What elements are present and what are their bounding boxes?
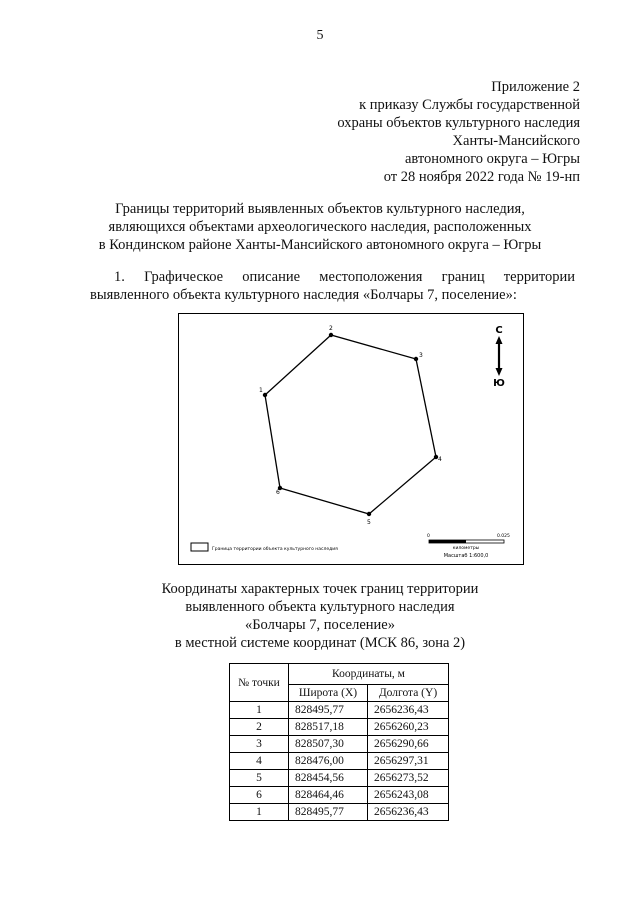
document-title-line: в Кондинском районе Ханты-Мансийского автономного округа – Югры [98,237,542,253]
latitude-cell: 828495,77 [289,702,368,719]
longitude-cell: 2656297,31 [368,753,449,770]
caption-line: в местной системе координат (МСК 86, зона 2) [174,635,466,651]
point-label: 3 [419,352,423,359]
longitude-cell: 2656236,43 [368,804,449,821]
boundary-point-5 [367,512,371,516]
table-row [230,804,449,821]
table-row [230,702,449,719]
scale-zero: 0 [427,534,430,539]
table-caption [60,580,580,652]
document-title [60,200,580,254]
appendix-header-line: от 28 ноября 2022 года № 19-нп [383,169,580,185]
caption-line: «Болчары 7, поселение» [244,617,395,633]
appendix-header-line: охраны объектов культурного наследия [337,115,580,131]
table-row [230,770,449,787]
boundary-polygon [265,335,436,514]
latitude-cell: 828454,56 [289,770,368,787]
legend-text: Граница территории объекта культурного наследия [212,547,338,552]
latitude-cell: 828476,00 [289,753,368,770]
table-row [230,753,449,770]
point-label: 6 [276,489,280,496]
legend-swatch [191,543,208,551]
column-header-longitude: Долгота (Y) [368,685,449,702]
longitude-cell: 2656243,08 [368,787,449,804]
table-row [230,736,449,753]
longitude-cell: 2656273,52 [368,770,449,787]
boundary-map-svg [179,314,523,564]
boundary-point-1 [263,393,267,397]
scale-ratio: Масштаб 1:600,0 [443,553,489,559]
point-number-cell: 4 [230,753,289,770]
point-number-cell: 3 [230,736,289,753]
point-number-cell: 6 [230,787,289,804]
appendix-header-line: Ханты-Мансийского [452,133,580,149]
table-row [230,719,449,736]
appendix-header-line: автономного округа – Югры [404,151,580,167]
section-line: выявленного объекта культурного наследия «Болчары 7, поселение»: [90,287,517,303]
map-scale-bar [427,533,510,559]
section-line: 1. Графическое описание местоположения границ территории [114,269,575,285]
south-label: Ю [493,378,505,389]
north-label: С [495,325,503,336]
document-title-line: Границы территорий выявленных объектов культурного наследия, [115,201,525,217]
boundary-point-2 [329,333,333,337]
north-arrow-icon [493,325,505,389]
coordinates-table [229,663,449,821]
latitude-cell: 828495,77 [289,804,368,821]
appendix-header [280,78,580,186]
column-header-point: № точки [230,664,289,702]
point-label: 4 [438,456,442,463]
point-number-cell: 5 [230,770,289,787]
document-title-line: являющихся объектами археологического наследия, расположенных [108,219,532,235]
column-header-latitude: Широта (X) [289,685,368,702]
boundary-points [263,333,438,516]
latitude-cell: 828517,18 [289,719,368,736]
latitude-cell: 828464,46 [289,787,368,804]
table-row [230,787,449,804]
point-number-cell: 2 [230,719,289,736]
point-number-cell: 1 [230,804,289,821]
caption-line: Координаты характерных точек границ территории [161,581,479,597]
page-number: 5 [316,28,324,43]
scale-unit: километры [452,546,480,551]
caption-line: выявленного объекта культурного наследия [185,599,455,615]
longitude-cell: 2656290,66 [368,736,449,753]
point-label: 5 [367,519,371,526]
column-header-coordinates: Координаты, м [289,664,449,685]
point-label: 1 [259,387,263,394]
longitude-cell: 2656260,23 [368,719,449,736]
point-label: 2 [329,325,333,332]
appendix-header-line: Приложение 2 [491,79,580,95]
boundary-map [178,313,524,565]
boundary-point-3 [414,357,418,361]
point-number-cell: 1 [230,702,289,719]
longitude-cell: 2656236,43 [368,702,449,719]
appendix-header-line: к приказу Службы государственной [359,97,580,113]
map-legend [191,543,338,552]
section-paragraph [90,268,575,304]
latitude-cell: 828507,30 [289,736,368,753]
scale-end: 0.025 [497,534,510,539]
